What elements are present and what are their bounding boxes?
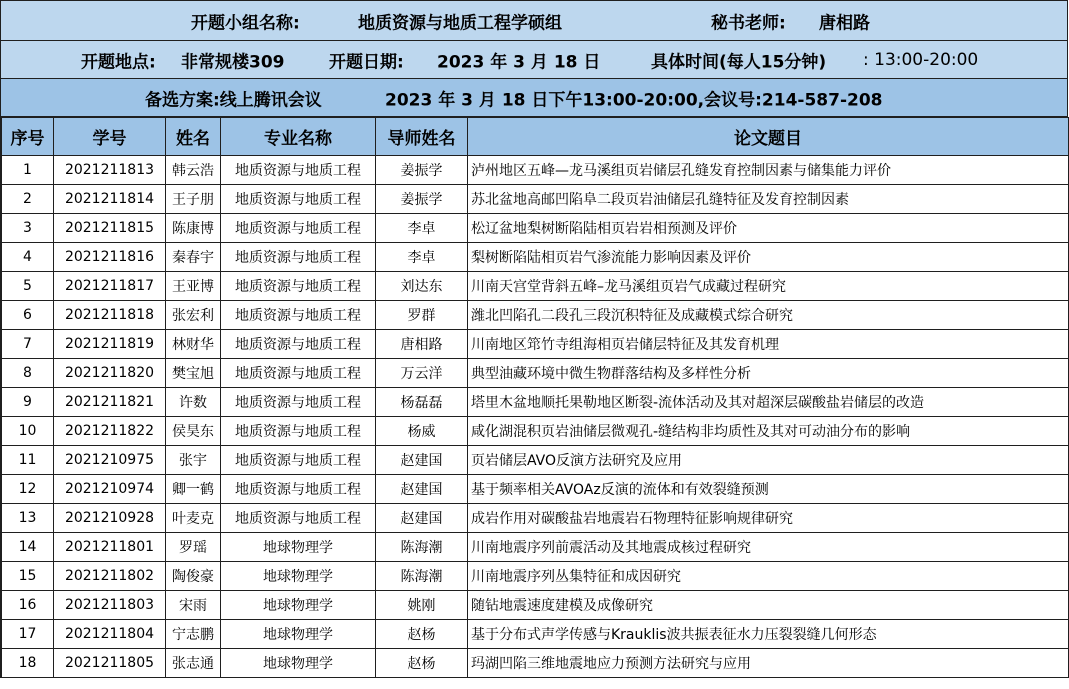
advisor-name: 赵建国 <box>376 475 468 504</box>
student-name: 卿一鹤 <box>166 475 221 504</box>
col-header-name: 姓名 <box>166 118 221 156</box>
student-id: 2021211819 <box>54 330 166 359</box>
advisor-name: 赵建国 <box>376 504 468 533</box>
student-name: 王子朋 <box>166 185 221 214</box>
col-header-id: 学号 <box>54 118 166 156</box>
table-row <box>2 272 1069 301</box>
thesis-title: 梨树断陷陆相页岩气渗流能力影响因素及评价 <box>468 243 1069 272</box>
thesis-title: 川南地区筇竹寺组海相页岩储层特征及其发育机理 <box>468 330 1069 359</box>
student-id: 2021210974 <box>54 475 166 504</box>
student-id: 2021211801 <box>54 533 166 562</box>
advisor-name: 杨威 <box>376 417 468 446</box>
row-no: 12 <box>2 475 54 504</box>
major-name: 地质资源与地质工程 <box>221 214 376 243</box>
table-row <box>2 620 1069 649</box>
thesis-title: 川南天宫堂背斜五峰–龙马溪组页岩气成藏过程研究 <box>468 272 1069 301</box>
col-header-no: 序号 <box>2 118 54 156</box>
major-name: 地质资源与地质工程 <box>221 243 376 272</box>
student-id: 2021210928 <box>54 504 166 533</box>
table-header-row <box>2 118 1069 156</box>
table-row <box>2 562 1069 591</box>
advisor-name: 万云洋 <box>376 359 468 388</box>
advisor-name: 姚刚 <box>376 591 468 620</box>
thesis-title: 玛湖凹陷三维地震地应力预测方法研究与应用 <box>468 649 1069 678</box>
thesis-title: 基于分布式声学传感与Krauklis波共振表征水力压裂裂缝几何形态 <box>468 620 1069 649</box>
student-name: 叶麦克 <box>166 504 221 533</box>
student-name: 陈康博 <box>166 214 221 243</box>
time-value: : 13:00-20:00 <box>863 49 979 70</box>
thesis-title: 川南地震序列前震活动及其地震成核过程研究 <box>468 533 1069 562</box>
header-row-location <box>1 41 1068 79</box>
alt-label: 备选方案:线上腾讯会议 <box>145 90 322 110</box>
advisor-name: 陈海潮 <box>376 533 468 562</box>
advisor-name: 李卓 <box>376 243 468 272</box>
advisor-name: 唐相路 <box>376 330 468 359</box>
advisor-name: 赵杨 <box>376 620 468 649</box>
row-no: 1 <box>2 156 54 185</box>
student-name: 韩云浩 <box>166 156 221 185</box>
thesis-title: 成岩作用对碳酸盐岩地震岩石物理特征影响规律研究 <box>468 504 1069 533</box>
thesis-title: 咸化湖混积页岩油储层微观孔-缝结构非均质性及其对可动油分布的影响 <box>468 417 1069 446</box>
advisor-name: 杨磊磊 <box>376 388 468 417</box>
thesis-title: 潍北凹陷孔二段孔三段沉积特征及成藏模式综合研究 <box>468 301 1069 330</box>
table-row <box>2 533 1069 562</box>
advisor-name: 李卓 <box>376 214 468 243</box>
major-name: 地球物理学 <box>221 649 376 678</box>
header-row-alternative <box>1 79 1068 117</box>
thesis-table <box>1 117 1069 678</box>
major-name: 地质资源与地质工程 <box>221 156 376 185</box>
row-no: 3 <box>2 214 54 243</box>
table-row <box>2 185 1069 214</box>
row-no: 11 <box>2 446 54 475</box>
student-name: 张宏利 <box>166 301 221 330</box>
table-row <box>2 504 1069 533</box>
student-name: 许数 <box>166 388 221 417</box>
student-name: 宋雨 <box>166 591 221 620</box>
major-name: 地球物理学 <box>221 533 376 562</box>
row-no: 4 <box>2 243 54 272</box>
major-name: 地质资源与地质工程 <box>221 475 376 504</box>
advisor-name: 陈海潮 <box>376 562 468 591</box>
thesis-title: 塔里木盆地顺托果勒地区断裂-流体活动及其对超深层碳酸盐岩储层的改造 <box>468 388 1069 417</box>
date-label: 开题日期: <box>329 52 404 72</box>
table-row <box>2 417 1069 446</box>
student-name: 秦春宇 <box>166 243 221 272</box>
major-name: 地质资源与地质工程 <box>221 446 376 475</box>
advisor-name: 赵杨 <box>376 649 468 678</box>
table-row <box>2 649 1069 678</box>
row-no: 8 <box>2 359 54 388</box>
student-id: 2021210975 <box>54 446 166 475</box>
major-name: 地质资源与地质工程 <box>221 417 376 446</box>
row-no: 7 <box>2 330 54 359</box>
thesis-title: 泸州地区五峰—龙马溪组页岩储层孔缝发育控制因素与储集能力评价 <box>468 156 1069 185</box>
advisor-name: 姜振学 <box>376 185 468 214</box>
table-row <box>2 156 1069 185</box>
advisor-name: 罗群 <box>376 301 468 330</box>
row-no: 10 <box>2 417 54 446</box>
location-label: 开题地点: <box>81 52 156 72</box>
student-name: 张宇 <box>166 446 221 475</box>
student-name: 宁志鹏 <box>166 620 221 649</box>
group-label: 开题小组名称: <box>191 13 300 33</box>
table-row <box>2 359 1069 388</box>
row-no: 15 <box>2 562 54 591</box>
student-name: 罗瑶 <box>166 533 221 562</box>
thesis-title: 基于频率相关AVOAz反演的流体和有效裂缝预测 <box>468 475 1069 504</box>
table-row <box>2 475 1069 504</box>
location-value: 非常规楼309 <box>181 52 285 72</box>
row-no: 6 <box>2 301 54 330</box>
table-row <box>2 301 1069 330</box>
major-name: 地质资源与地质工程 <box>221 330 376 359</box>
student-name: 张志通 <box>166 649 221 678</box>
date-value: 2023 年 3 月 18 日 <box>437 52 601 72</box>
student-id: 2021211814 <box>54 185 166 214</box>
group-name: 地质资源与地质工程学硕组 <box>358 13 562 33</box>
time-label: 具体时间(每人15分钟) <box>651 52 827 72</box>
row-no: 18 <box>2 649 54 678</box>
major-name: 地质资源与地质工程 <box>221 272 376 301</box>
student-id: 2021211821 <box>54 388 166 417</box>
student-name: 林财华 <box>166 330 221 359</box>
student-id: 2021211815 <box>54 214 166 243</box>
col-header-advisor: 导师姓名 <box>376 118 468 156</box>
major-name: 地质资源与地质工程 <box>221 185 376 214</box>
major-name: 地质资源与地质工程 <box>221 504 376 533</box>
row-no: 14 <box>2 533 54 562</box>
student-name: 陶俊豪 <box>166 562 221 591</box>
student-name: 王亚博 <box>166 272 221 301</box>
thesis-title: 川南地震序列丛集特征和成因研究 <box>468 562 1069 591</box>
student-name: 樊宝旭 <box>166 359 221 388</box>
student-id: 2021211813 <box>54 156 166 185</box>
secretary-label: 秘书老师: <box>711 13 786 33</box>
student-id: 2021211818 <box>54 301 166 330</box>
table-row <box>2 243 1069 272</box>
thesis-title: 页岩储层AVO反演方法研究及应用 <box>468 446 1069 475</box>
alt-value: 2023 年 3 月 18 日下午13:00-20:00,会议号:214-587-208 <box>385 90 883 110</box>
thesis-title: 随钻地震速度建模及成像研究 <box>468 591 1069 620</box>
thesis-title: 松辽盆地梨树断陷陆相页岩岩相预测及评价 <box>468 214 1069 243</box>
header-row-group <box>1 1 1068 41</box>
student-id: 2021211803 <box>54 591 166 620</box>
student-id: 2021211822 <box>54 417 166 446</box>
advisor-name: 赵建国 <box>376 446 468 475</box>
major-name: 地球物理学 <box>221 620 376 649</box>
col-header-title: 论文题目 <box>468 118 1069 156</box>
student-id: 2021211816 <box>54 243 166 272</box>
table-row <box>2 388 1069 417</box>
row-no: 5 <box>2 272 54 301</box>
student-id: 2021211820 <box>54 359 166 388</box>
major-name: 地质资源与地质工程 <box>221 301 376 330</box>
advisor-name: 刘达东 <box>376 272 468 301</box>
row-no: 2 <box>2 185 54 214</box>
col-header-major: 专业名称 <box>221 118 376 156</box>
row-no: 17 <box>2 620 54 649</box>
secretary-name: 唐相路 <box>819 13 870 33</box>
row-no: 16 <box>2 591 54 620</box>
advisor-name: 姜振学 <box>376 156 468 185</box>
major-name: 地球物理学 <box>221 562 376 591</box>
row-no: 13 <box>2 504 54 533</box>
student-id: 2021211805 <box>54 649 166 678</box>
student-id: 2021211817 <box>54 272 166 301</box>
student-name: 侯昊东 <box>166 417 221 446</box>
student-id: 2021211804 <box>54 620 166 649</box>
student-id: 2021211802 <box>54 562 166 591</box>
table-row <box>2 446 1069 475</box>
thesis-title: 苏北盆地高邮凹陷阜二段页岩油储层孔缝特征及发育控制因素 <box>468 185 1069 214</box>
table-row <box>2 214 1069 243</box>
thesis-title: 典型油藏环境中微生物群落结构及多样性分析 <box>468 359 1069 388</box>
major-name: 地质资源与地质工程 <box>221 388 376 417</box>
table-row <box>2 591 1069 620</box>
major-name: 地质资源与地质工程 <box>221 359 376 388</box>
row-no: 9 <box>2 388 54 417</box>
table-row <box>2 330 1069 359</box>
major-name: 地球物理学 <box>221 591 376 620</box>
